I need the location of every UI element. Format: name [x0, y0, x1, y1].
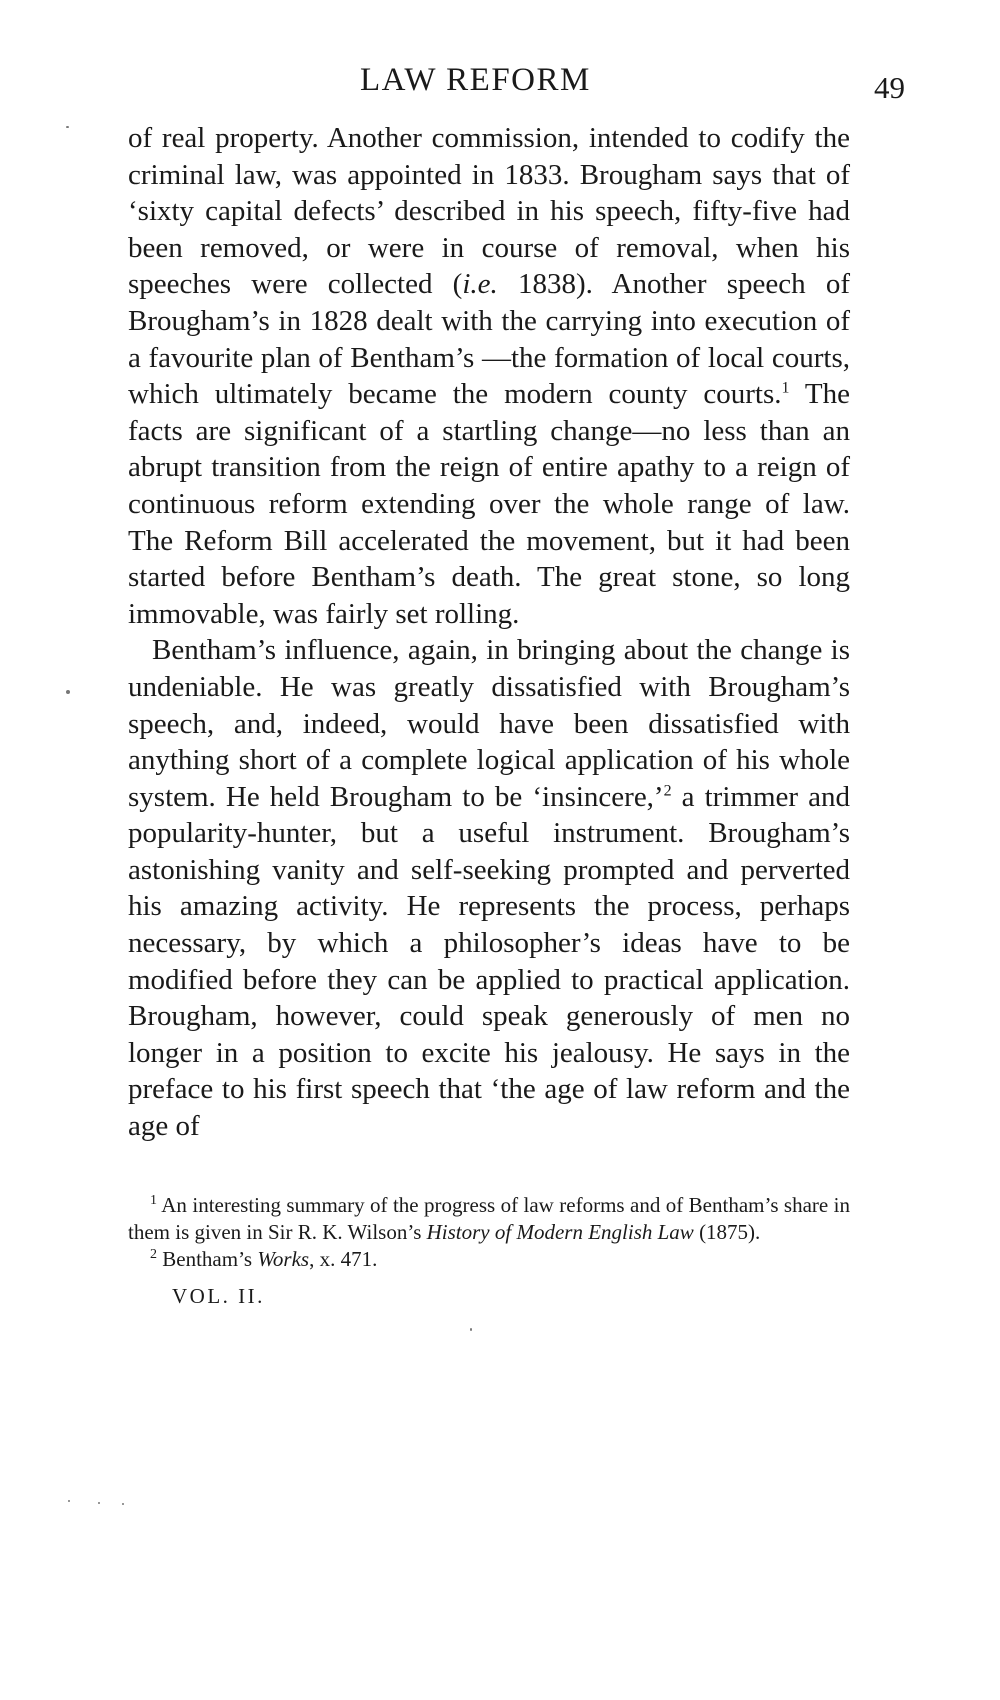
scan-speck [470, 1328, 472, 1331]
footnote [128, 1192, 850, 1246]
book-title: History of Modern English Law [426, 1220, 694, 1244]
footnote-text: , x. 471. [309, 1247, 378, 1271]
footnote-reference: 2 [663, 782, 672, 800]
body-text [128, 120, 850, 1145]
italic-abbreviation: i.e. [462, 268, 498, 301]
scan-speck [98, 1502, 100, 1504]
footnote-reference: 1 [781, 379, 790, 397]
scan-speck [66, 126, 69, 128]
paragraph-text: a trimmer and popularity-hunter, but a useful instrument. Brougham’s astonishing vanity and self-seeking prompted and perverted his amazing activity. He represents the process, perhaps necessary, by which a philosopher’s ideas have to be modified before they can be applied to practical application. Brougham, however, could speak generously of men no longer in a position to excite his jealousy. He says in the preface to his first speech that ‘the age of law reform and the age of [128, 780, 850, 1143]
footnote-mark: 1 [150, 1193, 157, 1208]
footnote-text: Bentham’s [157, 1247, 258, 1271]
paragraph-text: 1838). Another speech of Brougham’s in 1828 dealt with the carrying into execution of a favourite plan of Bentham’s —the formation of local courts, which ultimately became the modern county courts. [128, 268, 850, 411]
page-number: 49 [874, 70, 905, 105]
footnote-text: An interesting summary of the progress of law reforms and of Bentham’s share in them is given in Sir R. K. Wilson’s [128, 1193, 850, 1244]
scan-speck [122, 1503, 124, 1505]
footnotes [128, 1192, 850, 1273]
paragraph-text: of real property. Another commission, intended to codify the criminal law, was appointed in 1833. Brougham says that of ‘sixty capital defects’ described in his speech, fifty-five had been removed, or were in course of removal, when his speeches were collected ( [128, 122, 850, 301]
paragraph [128, 632, 850, 1144]
footnote-mark: 2 [150, 1247, 157, 1262]
paragraph-text: Bentham’s influence, again, in bringing about the change is undeniable. He was greatly dissatisfied with Brougham’s speech, and, indeed, would have been dissatisfied with anything short of a complete logical application of his whole system. He held Brougham to be ‘insincere,’ [128, 634, 850, 813]
running-title: LAW REFORM [360, 62, 591, 98]
running-head [0, 62, 1000, 105]
scan-speck [68, 1500, 70, 1502]
scan-speck [66, 690, 70, 694]
paragraph-text: The facts are significant of a startling change—no less than an abrupt transition from the reign of entire apathy to a reign of continuous reform extending over the whole range of law. The Reform Bill accelerated the movement, but it had been started before Bentham’s death. The great stone, so long immovable, was fairly set rolling. [128, 378, 851, 630]
signature-mark: VOL. II. [172, 1284, 265, 1308]
footnote [128, 1246, 850, 1273]
paragraph [128, 120, 850, 632]
footnote-text: (1875). [693, 1220, 761, 1244]
book-title: Works [257, 1247, 310, 1271]
